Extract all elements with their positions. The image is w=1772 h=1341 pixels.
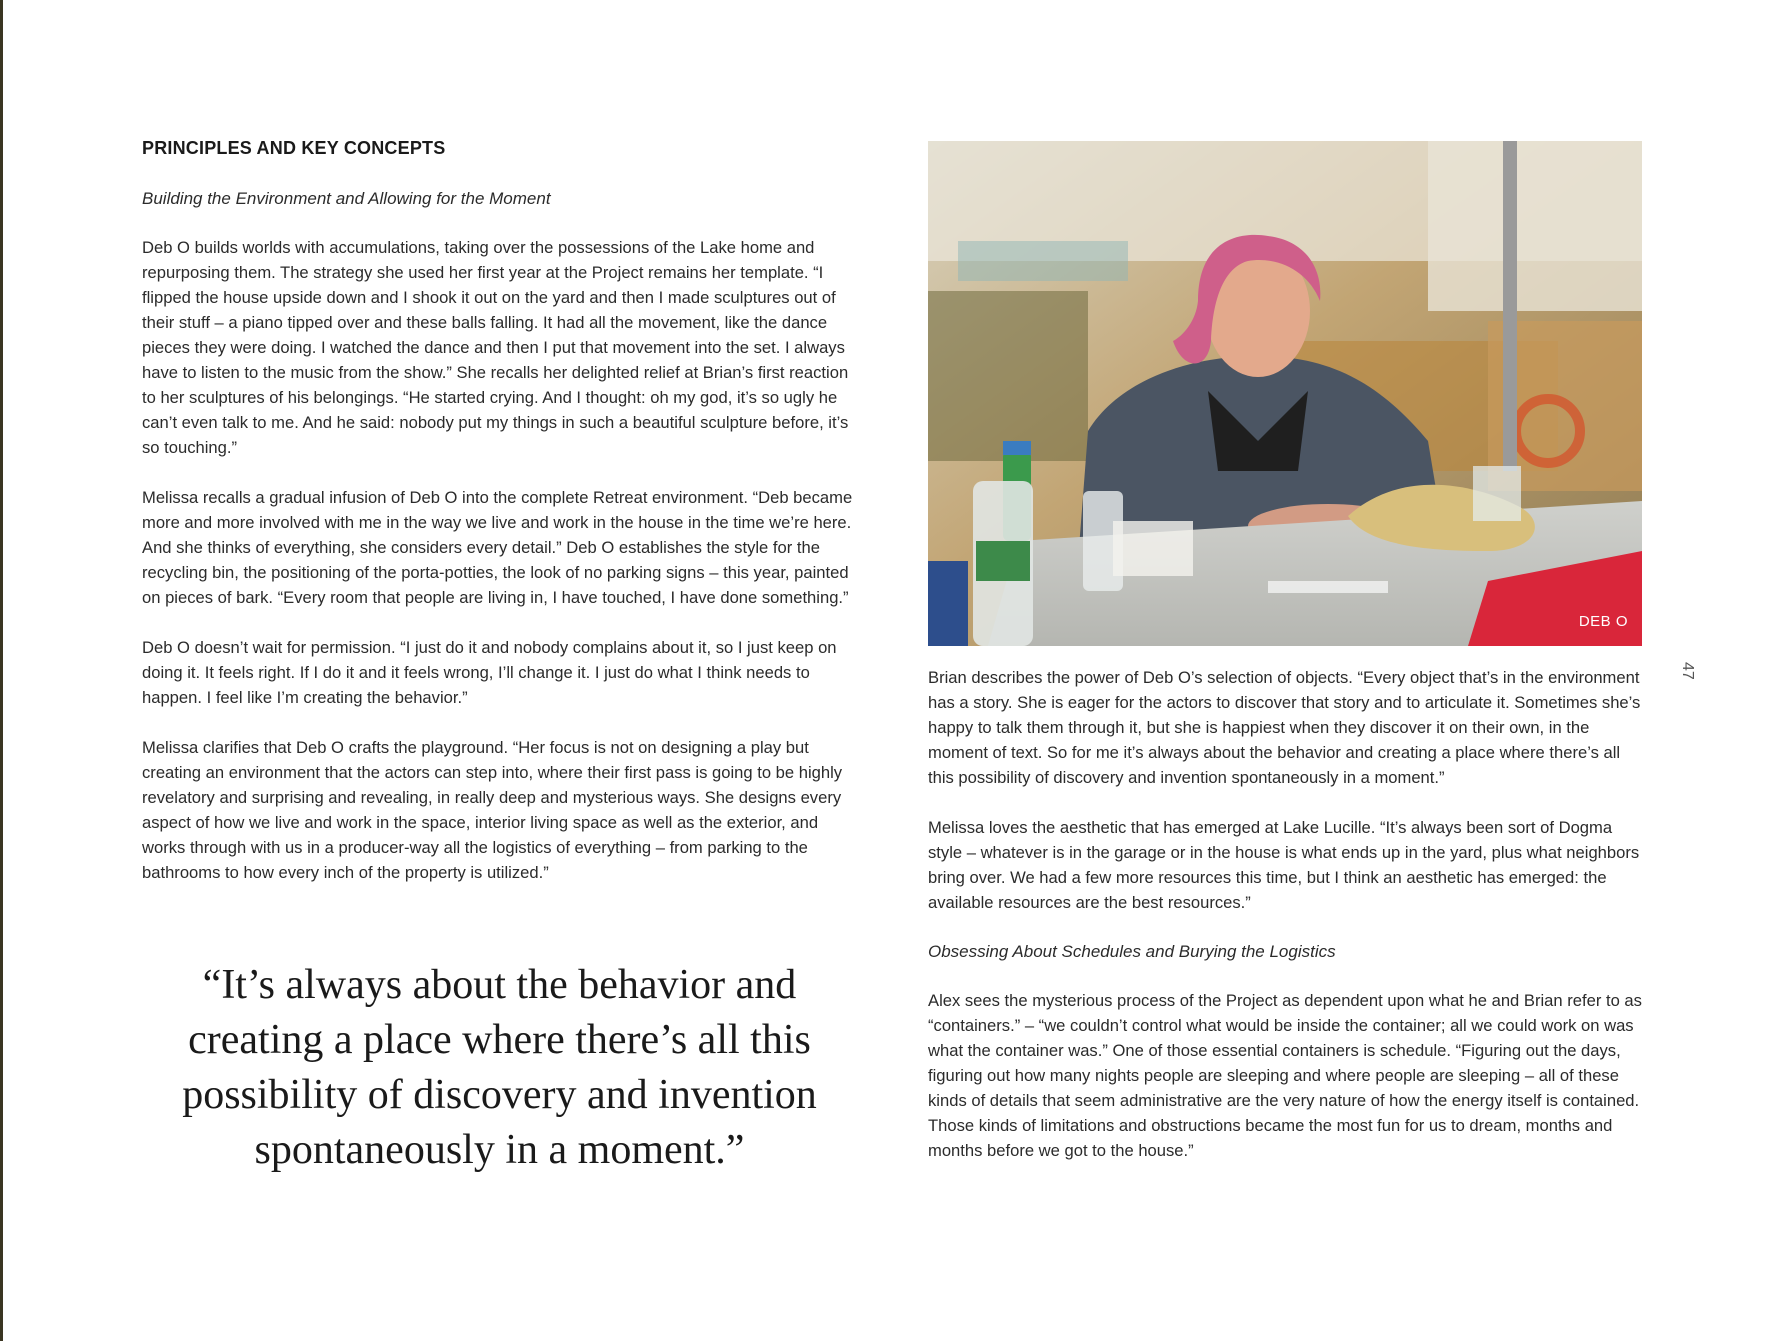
paragraph: Deb O doesn’t wait for permission. “I just do it and nobody complains about it, so I just keep on doing it. It feels right. If I do it and it feels wrong, I’ll change it. I just do what I think needs to happen. I feel like I’m creating the behavior.” <box>142 638 837 707</box>
subheading-environment: Building the Environment and Allowing for the Moment <box>142 189 551 208</box>
paragraph: Melissa recalls a gradual infusion of Deb O into the complete Retreat environment. “Deb became more and more involved with me in the way we live and work in the house in the time we’re here. And she thinks of everything, she considers every detail.” Deb O establishes the style for the recycling bin, the positioning of the porta-potties, the look of no parking signs – this year, painted on pieces of bark. “Every room that people are living in, I have touched, I have done something.” <box>142 488 853 607</box>
subheading-schedules: Obsessing About Schedules and Burying the Logistics <box>928 942 1336 961</box>
paragraph: Brian describes the power of Deb O’s selection of objects. “Every object that’s in the environment has a story. She is eager for the actors to discover that story and to articulate it. Sometimes she’s happy to talk them through it, but she is happiest when they discover it on their own, in the moment of text. So for me it’s always about the behavior and creating a place where there’s all this possibility of discovery and invention spontaneously in a moment.” <box>928 668 1641 787</box>
portrait-photo <box>928 141 1642 646</box>
paragraph: Alex sees the mysterious process of the Project as dependent upon what he and Brian refer to as “containers.” – “we couldn’t control what would be inside the container; all we could work on was what the container was.” One of those essential containers is schedule. “Figuring out the days, figuring out how many nights people are sleeping and where people are sleeping – all of these kinds of details that seem administrative are the very nature of how the energy itself is contained. Those kinds of limitations and obstructions became the most fun for us to dream, months and months before we got to the house.” <box>928 991 1642 1160</box>
page-edge <box>0 0 3 1341</box>
photo-illustration <box>928 141 1642 646</box>
section-heading: PRINCIPLES AND KEY CONCEPTS <box>142 138 446 158</box>
paragraph: Melissa loves the aesthetic that has emerged at Lake Lucille. “It’s always been sort of Dogma style – whatever is in the garage or in the house is what ends up in the yard, plus what neighbors bring over. We had a few more resources this time, but I think an aesthetic has emerged: the available resources are the best resources.” <box>928 818 1640 912</box>
page-number: 47 <box>1679 662 1696 680</box>
paragraph: Deb O builds worlds with accumulations, taking over the possessions of the Lake home and repurposing them. The strategy she used her first year at the Project remains her template. “I flipped the house upside down and I shook it out on the yard and then I made sculptures out of their stuff – a piano tipped over and these balls falling. It had all the movement, like the dance pieces they were doing. I watched the dance and then I put that movement into the set. I always have to listen to the music from the show.” She recalls her delighted relief at Brian’s first reaction to her sculptures of his belongings. “He started crying. And I thought: oh my god, it’s so ugly he can’t even talk to me. And he said: nobody put my things in such a beautiful sculpture before, it’s so touching.” <box>142 238 849 457</box>
photo-caption: DEB O <box>1578 613 1628 630</box>
left-column <box>142 138 857 910</box>
right-column <box>928 665 1643 1188</box>
paragraph: Melissa clarifies that Deb O crafts the playground. “Her focus is not on designing a play but creating an environment that the actors can step into, where their first pass is going to be highly revelatory and surprising and revealing, in really deep and mysterious ways. She designs every aspect of how we live and work in the space, interior living space as well as the exterior, and works through with us in a producer-way all the logistics of everything – from parking to the bathrooms to how every inch of the property is utilized.” <box>142 738 843 882</box>
pull-quote: “It’s always about the behavior and creating a place where there’s all this possibility of discovery and invention spontaneously in a moment.” <box>182 962 817 1173</box>
